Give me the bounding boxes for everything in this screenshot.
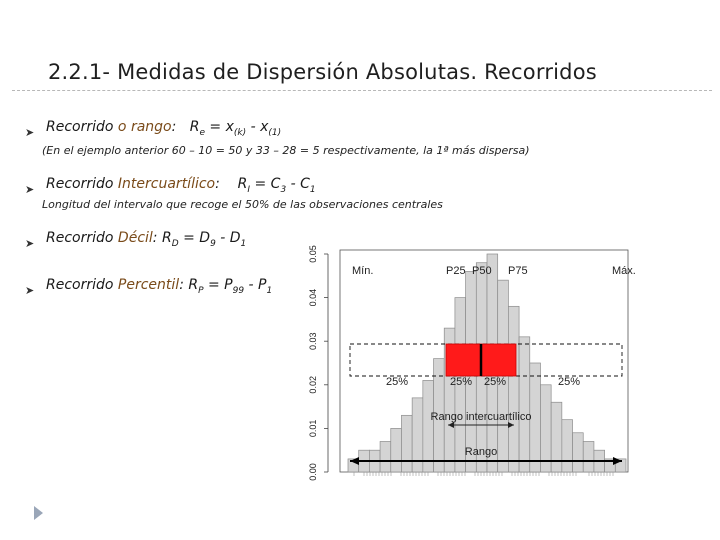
percent-label: 25%: [484, 376, 507, 388]
bullet-range-note: (En el ejemplo anterior 60 – 10 = 50 y 33 – 28 = 5 respectivamente, la 1ª más dispersa): [42, 144, 530, 157]
y-tick-label: 0.01: [308, 419, 318, 438]
bullet-interquartile-note: Longitud del intervalo que recoge el 50% de las observaciones centrales: [42, 198, 443, 211]
y-tick-label: 0.03: [308, 332, 318, 350]
histogram-bar: [562, 420, 573, 472]
bullet-connector: o: [117, 119, 127, 135]
bullet-interquartile: [46, 176, 316, 195]
bullet-prefix: Recorrido: [46, 119, 118, 135]
bullet-colon: :: [179, 277, 184, 293]
histogram-bar: [391, 428, 402, 472]
histogram-bar: [540, 385, 551, 472]
bullet-decile: [46, 230, 246, 249]
bullet-colon: :: [171, 119, 177, 135]
histogram-bar: [508, 306, 519, 472]
bullet-keyword: rango: [126, 119, 172, 135]
bullet-prefix: Recorrido: [46, 230, 118, 246]
y-tick-label: 0.04: [308, 288, 318, 307]
histogram-bar: [583, 441, 594, 472]
bullet-formula: $R_I = C_3 - C_1$: [237, 176, 316, 195]
top-label: P50: [472, 265, 492, 277]
percent-label: 25%: [386, 376, 409, 388]
range-annotation: Rango: [464, 446, 498, 458]
percent-label: 25%: [450, 376, 473, 388]
bullet-arrow-icon: ➤: [25, 284, 35, 297]
percent-label: 25%: [558, 376, 581, 388]
top-label: P25: [446, 265, 466, 277]
y-tick-label: 0.05: [308, 245, 318, 263]
histogram-bar: [573, 433, 584, 472]
title-separator: [12, 90, 712, 91]
bullet-prefix: Recorrido: [46, 277, 118, 293]
y-tick-label: 0.00: [308, 463, 318, 481]
top-label: Máx.: [612, 265, 636, 277]
bullet-arrow-icon: ➤: [25, 183, 35, 196]
bullet-arrow-icon: ➤: [25, 237, 35, 250]
histogram-bar: [519, 337, 530, 472]
bullet-colon: :: [215, 176, 220, 192]
bullet-arrow-icon: ➤: [25, 126, 35, 139]
top-label: P75: [508, 265, 528, 277]
dispersion-histogram: [300, 240, 640, 484]
histogram-bar: [401, 415, 412, 472]
bullet-range: [46, 119, 281, 138]
bullet-percentile: [46, 277, 272, 296]
histogram-bar: [423, 380, 434, 472]
bullet-keyword: Percentil: [117, 277, 180, 293]
y-tick-label: 0.02: [308, 376, 318, 394]
bullet-keyword: Décil: [117, 230, 153, 246]
top-label: Mín.: [352, 265, 374, 277]
slide-title: 2.2.1- Medidas de Dispersión Absolutas. Recorridos: [48, 60, 597, 84]
iqr-annotation: Rango intercuartílico: [430, 411, 532, 423]
bullet-formula: $R_D = D_9 - D_1$: [161, 230, 247, 249]
bullet-colon: :: [152, 230, 158, 246]
histogram-bar: [380, 441, 391, 472]
bullet-keyword: Intercuartílico: [117, 176, 216, 192]
bullet-prefix: Recorrido: [46, 176, 118, 192]
next-slide-icon[interactable]: [34, 506, 43, 520]
bullet-formula: $R_P = P_{99} - P_1$: [188, 277, 273, 296]
bullet-formula: $R_e = x_{(k)} - x_{(1)}$: [189, 119, 282, 138]
